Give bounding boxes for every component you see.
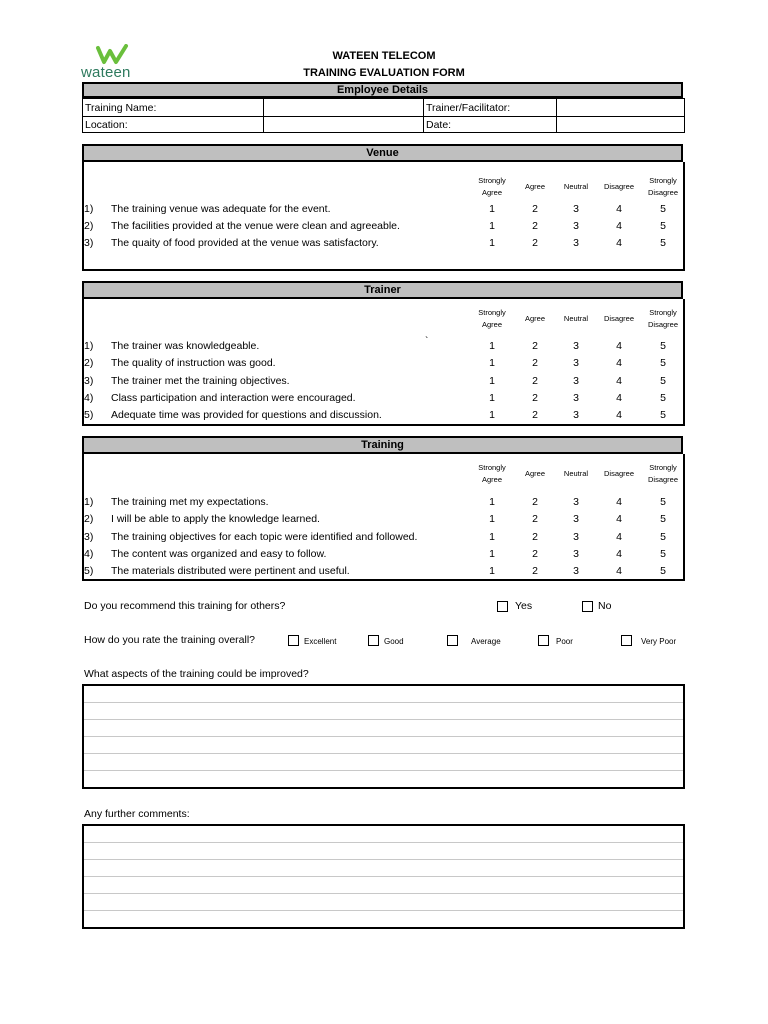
scale-col-disagree bbox=[597, 181, 641, 193]
recommend-no-label: No bbox=[598, 600, 612, 612]
rating-option[interactable]: 5 bbox=[660, 513, 666, 526]
scale-col-strongly-agree bbox=[470, 462, 514, 486]
training-name-field[interactable] bbox=[264, 99, 423, 116]
overall-very-poor-checkbox[interactable] bbox=[621, 635, 632, 646]
rating-option[interactable]: 5 bbox=[660, 547, 666, 560]
scale-label-disagree-0: Disagree bbox=[603, 314, 634, 323]
question-text: I will be able to apply the knowledge learned. bbox=[111, 513, 320, 526]
rating-option[interactable]: 2 bbox=[532, 391, 538, 404]
rating-option[interactable]: 4 bbox=[616, 357, 622, 370]
rating-option[interactable]: 2 bbox=[532, 547, 538, 560]
date-field[interactable] bbox=[557, 117, 685, 133]
rating-option[interactable]: 3 bbox=[573, 340, 579, 352]
improve-question: What aspects of the training could be improved? bbox=[84, 668, 309, 680]
question-number: 5) bbox=[84, 565, 94, 578]
question-text: Adequate time was provided for questions and discussion. bbox=[111, 409, 382, 422]
scale-label-agree-0: Agree bbox=[524, 314, 545, 323]
scale-label-strongly-disagree-0: Strongly bbox=[649, 463, 677, 472]
question-text: The content was organized and easy to follow. bbox=[111, 547, 327, 560]
question-number: 1) bbox=[84, 496, 94, 508]
scale-col-strongly-disagree bbox=[641, 462, 685, 486]
rating-option[interactable]: 5 bbox=[660, 357, 666, 370]
rating-option[interactable]: 3 bbox=[573, 513, 579, 526]
scale-label-strongly-disagree-1: Disagree bbox=[647, 475, 678, 484]
scale-label-strongly-agree-0: Strongly bbox=[478, 176, 506, 185]
rating-option[interactable]: 4 bbox=[616, 496, 622, 508]
rating-option[interactable]: 1 bbox=[489, 530, 495, 543]
question-text: The facilities provided at the venue were clean and agreeable. bbox=[111, 220, 400, 232]
question-text: The trainer was knowledgeable. bbox=[111, 340, 260, 352]
rating-option[interactable]: 1 bbox=[489, 496, 495, 508]
rating-option[interactable]: 4 bbox=[616, 513, 622, 526]
scale-label-strongly-agree-1: Agree bbox=[481, 475, 502, 484]
recommend-no-checkbox[interactable] bbox=[582, 601, 593, 612]
scale-col-agree bbox=[513, 181, 557, 193]
rating-option[interactable]: 2 bbox=[532, 374, 538, 387]
scale-label-strongly-agree-1: Agree bbox=[481, 320, 502, 329]
scale-label-agree-0: Agree bbox=[524, 182, 545, 191]
rating-option[interactable]: 5 bbox=[660, 391, 666, 404]
rating-option[interactable]: 4 bbox=[616, 374, 622, 387]
scale-col-agree bbox=[513, 313, 557, 325]
recommend-yes-checkbox[interactable] bbox=[497, 601, 508, 612]
comments-question: Any further comments: bbox=[84, 808, 190, 820]
overall-good-checkbox[interactable] bbox=[368, 635, 379, 646]
rating-option[interactable]: 1 bbox=[489, 237, 495, 249]
scale-label-strongly-disagree-0: Strongly bbox=[649, 176, 677, 185]
rating-option[interactable]: 2 bbox=[532, 565, 538, 578]
scale-label-disagree-0: Disagree bbox=[603, 182, 634, 191]
rating-option[interactable]: 2 bbox=[532, 357, 538, 370]
question-number: 2) bbox=[84, 220, 94, 232]
location-label: Location: bbox=[85, 119, 128, 131]
scale-label-strongly-agree-1: Agree bbox=[481, 188, 502, 197]
rating-option[interactable]: 3 bbox=[573, 220, 579, 232]
rating-option[interactable]: 4 bbox=[616, 391, 622, 404]
form-title: TRAINING EVALUATION FORM bbox=[303, 67, 465, 79]
rating-option[interactable]: 5 bbox=[660, 237, 666, 249]
rating-option[interactable]: 5 bbox=[660, 565, 666, 578]
overall-poor-checkbox[interactable] bbox=[538, 635, 549, 646]
rating-option[interactable]: 2 bbox=[532, 220, 538, 232]
rating-option[interactable]: 1 bbox=[489, 220, 495, 232]
rating-option[interactable]: 4 bbox=[616, 565, 622, 578]
scale-label-neutral-0: Neutral bbox=[563, 469, 589, 478]
rating-option[interactable]: 3 bbox=[573, 203, 579, 215]
rating-option[interactable]: 2 bbox=[532, 203, 538, 215]
rating-option[interactable]: 4 bbox=[616, 340, 622, 352]
scale-col-strongly-agree bbox=[470, 175, 514, 199]
rating-option[interactable]: 1 bbox=[489, 547, 495, 560]
rating-option[interactable]: 5 bbox=[660, 409, 666, 422]
logo-text: wateen bbox=[81, 64, 131, 81]
rating-option[interactable]: 2 bbox=[532, 409, 538, 422]
recommend-question: Do you recommend this training for others? bbox=[84, 600, 286, 612]
employee-details-header: Employee Details bbox=[82, 82, 683, 98]
scale-label-strongly-agree-0: Strongly bbox=[478, 463, 506, 472]
recommend-yes-label: Yes bbox=[515, 600, 533, 612]
rating-option[interactable]: 3 bbox=[573, 237, 579, 249]
rating-option[interactable]: 3 bbox=[573, 530, 579, 543]
venue-header: Venue bbox=[82, 144, 683, 162]
rating-option[interactable]: 5 bbox=[660, 203, 666, 215]
trainer-label: Trainer/Facilitator: bbox=[426, 102, 511, 114]
rating-option[interactable]: 4 bbox=[616, 237, 622, 249]
rating-option[interactable]: 1 bbox=[489, 203, 495, 215]
question-text: The quaity of food provided at the venue was satisfactory. bbox=[111, 237, 379, 249]
company-name: WATEEN TELECOM bbox=[332, 50, 436, 62]
question-text: The training met my expectations. bbox=[111, 496, 269, 508]
training-name-label: Training Name: bbox=[85, 102, 157, 114]
scale-col-strongly-agree bbox=[470, 307, 514, 331]
scale-col-disagree bbox=[597, 468, 641, 480]
question-number: 5) bbox=[84, 409, 94, 422]
scale-col-agree bbox=[513, 468, 557, 480]
scale-label-strongly-disagree-0: Strongly bbox=[649, 308, 677, 317]
rating-option[interactable]: 5 bbox=[660, 340, 666, 352]
rating-option[interactable]: 5 bbox=[660, 496, 666, 508]
rating-option[interactable]: 2 bbox=[532, 496, 538, 508]
rating-option[interactable]: 3 bbox=[573, 374, 579, 387]
overall-good-label: Good bbox=[384, 637, 404, 646]
question-text: The training objectives for each topic were identified and followed. bbox=[111, 530, 418, 543]
rating-option[interactable]: 1 bbox=[489, 391, 495, 404]
rating-option[interactable]: 4 bbox=[616, 530, 622, 543]
rating-option[interactable]: 2 bbox=[532, 530, 538, 543]
rating-option[interactable]: 4 bbox=[616, 409, 622, 422]
overall-excellent-label: Excellent bbox=[304, 637, 337, 646]
scale-label-strongly-disagree-1: Disagree bbox=[647, 320, 678, 329]
question-text: Class participation and interaction were encouraged. bbox=[111, 391, 356, 404]
rating-option[interactable]: 1 bbox=[489, 565, 495, 578]
scale-label-strongly-agree-0: Strongly bbox=[478, 308, 506, 317]
question-text: The quality of instruction was good. bbox=[111, 357, 276, 370]
question-number: 3) bbox=[84, 530, 94, 543]
training-header: Training bbox=[82, 436, 683, 454]
scale-label-neutral-0: Neutral bbox=[563, 314, 589, 323]
rating-option[interactable]: 1 bbox=[489, 513, 495, 526]
scale-col-neutral bbox=[554, 313, 598, 325]
trainer-header: Trainer bbox=[82, 281, 683, 299]
question-number: 4) bbox=[84, 547, 94, 560]
rating-option[interactable]: 3 bbox=[573, 547, 579, 560]
rating-option[interactable]: 2 bbox=[532, 513, 538, 526]
overall-average-label: Average bbox=[471, 637, 501, 646]
scale-label-disagree-0: Disagree bbox=[603, 469, 634, 478]
rating-option[interactable]: 4 bbox=[616, 220, 622, 232]
rating-option[interactable]: 4 bbox=[616, 547, 622, 560]
overall-very-poor-label: Very Poor bbox=[641, 637, 677, 646]
overall-excellent-checkbox[interactable] bbox=[288, 635, 299, 646]
question-number: 4) bbox=[84, 391, 94, 404]
rating-option[interactable]: 1 bbox=[489, 357, 495, 370]
scale-label-strongly-disagree-1: Disagree bbox=[647, 188, 678, 197]
overall-poor-label: Poor bbox=[556, 637, 573, 646]
employee-details-table bbox=[82, 98, 685, 133]
scale-label-neutral-0: Neutral bbox=[563, 182, 589, 191]
question-number: 1) bbox=[84, 203, 94, 215]
rating-option[interactable]: 2 bbox=[532, 237, 538, 249]
question-number: 3) bbox=[84, 374, 94, 387]
venue-section bbox=[82, 162, 685, 271]
rating-option[interactable]: 1 bbox=[489, 340, 495, 352]
rating-option[interactable]: 3 bbox=[573, 496, 579, 508]
scale-col-neutral bbox=[554, 468, 598, 480]
stray-mark: ` bbox=[425, 336, 429, 347]
rating-option[interactable]: 1 bbox=[489, 374, 495, 387]
scale-col-neutral bbox=[554, 181, 598, 193]
rating-option[interactable]: 3 bbox=[573, 409, 579, 422]
question-number: 2) bbox=[84, 357, 94, 370]
scale-col-strongly-disagree bbox=[641, 175, 685, 199]
rating-option[interactable]: 5 bbox=[660, 220, 666, 232]
question-number: 3) bbox=[84, 237, 94, 249]
rating-option[interactable]: 5 bbox=[660, 374, 666, 387]
rating-option[interactable]: 1 bbox=[489, 409, 495, 422]
improve-textarea[interactable] bbox=[82, 684, 685, 789]
trainer-field[interactable] bbox=[557, 99, 685, 116]
question-text: The trainer met the training objectives. bbox=[111, 374, 290, 387]
question-text: The training venue was adequate for the event. bbox=[111, 203, 331, 215]
overall-average-checkbox[interactable] bbox=[447, 635, 458, 646]
question-number: 2) bbox=[84, 513, 94, 526]
scale-label-agree-0: Agree bbox=[524, 469, 545, 478]
location-field[interactable] bbox=[264, 117, 423, 133]
comments-textarea[interactable] bbox=[82, 824, 685, 929]
scale-col-strongly-disagree bbox=[641, 307, 685, 331]
rating-option[interactable]: 3 bbox=[573, 357, 579, 370]
rating-option[interactable]: 3 bbox=[573, 391, 579, 404]
rating-option[interactable]: 3 bbox=[573, 565, 579, 578]
date-label: Date: bbox=[426, 119, 452, 131]
rating-option[interactable]: 4 bbox=[616, 203, 622, 215]
scale-col-disagree bbox=[597, 313, 641, 325]
rating-option[interactable]: 2 bbox=[532, 340, 538, 352]
question-text: The materials distributed were pertinent and useful. bbox=[111, 565, 350, 578]
question-number: 1) bbox=[84, 340, 94, 352]
rating-option[interactable]: 5 bbox=[660, 530, 666, 543]
overall-question: How do you rate the training overall? bbox=[84, 634, 256, 646]
